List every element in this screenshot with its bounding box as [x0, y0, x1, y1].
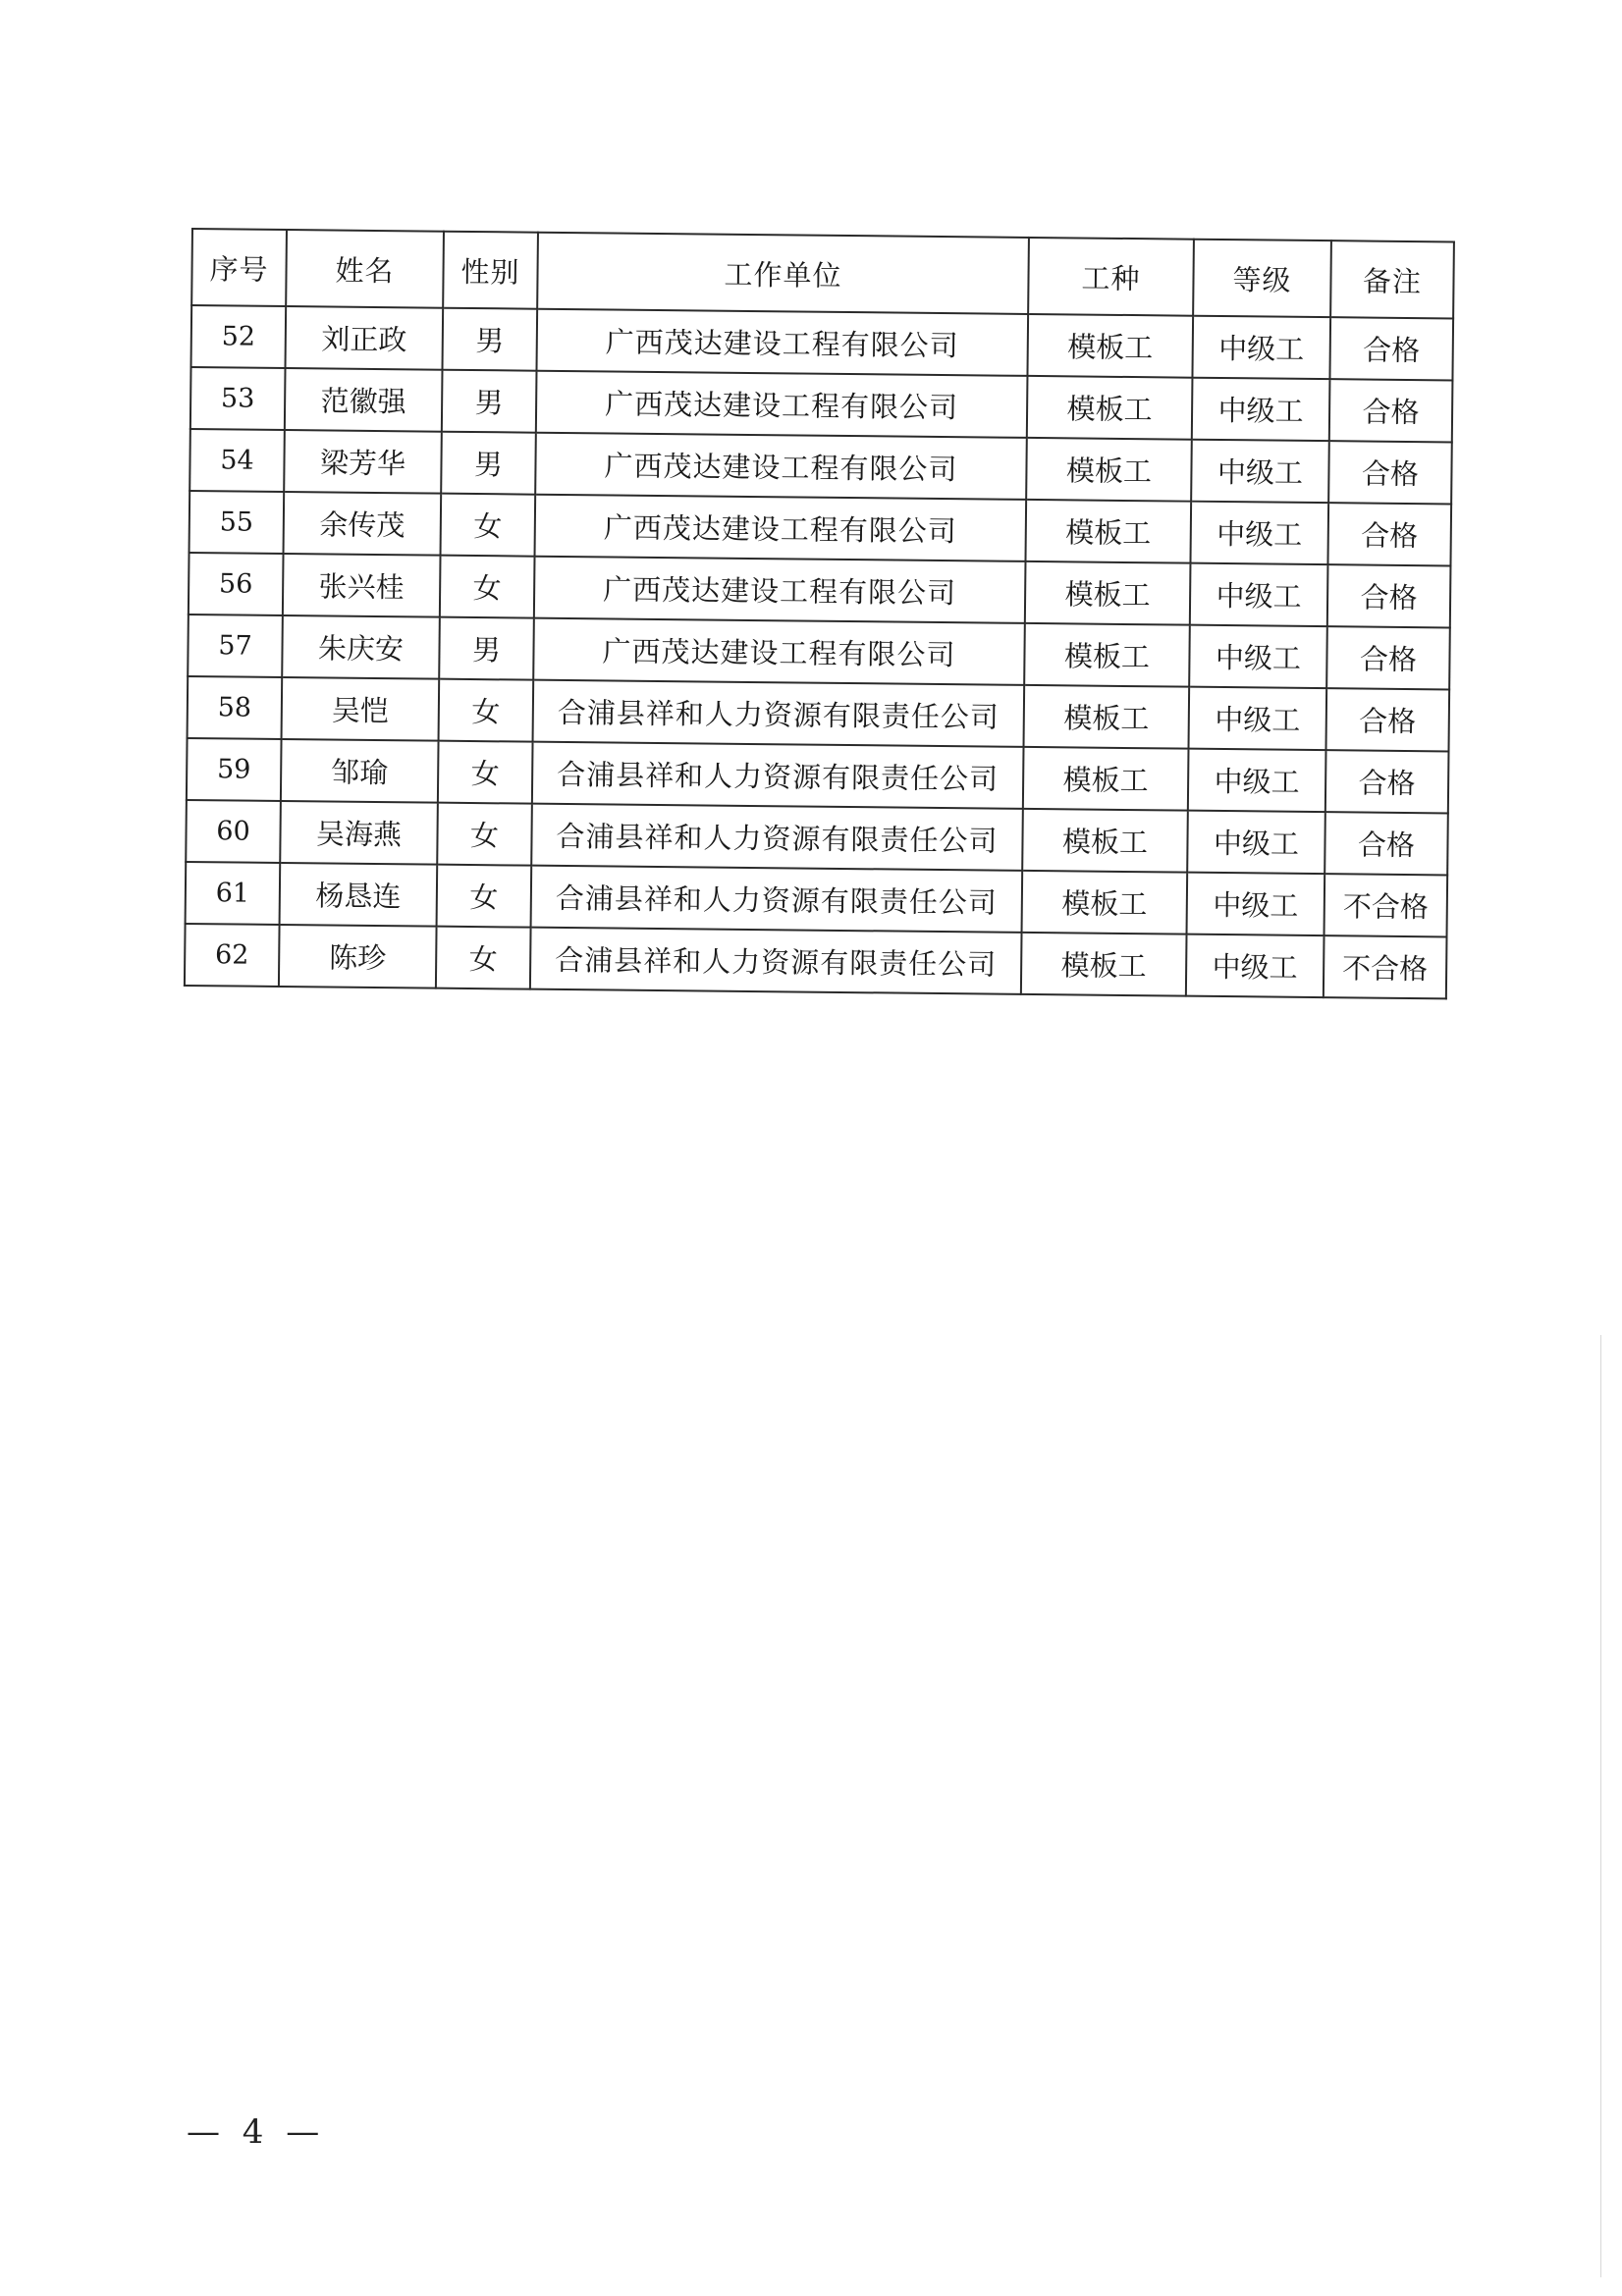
trade-cell: 模板工: [1022, 809, 1188, 873]
header-name: 姓名: [286, 230, 444, 308]
trade-cell: 模板工: [1027, 314, 1193, 378]
name-cell: 余传茂: [284, 492, 442, 556]
serial-number-cell: 60: [186, 800, 281, 863]
name-cell: 范徽强: [285, 368, 443, 432]
remarks-cell: 不合格: [1324, 935, 1447, 998]
work-unit-cell: 广西茂达建设工程有限公司: [535, 433, 1027, 500]
level-cell: 中级工: [1188, 687, 1326, 750]
level-cell: 中级工: [1188, 749, 1326, 812]
remarks-cell: 合格: [1329, 317, 1453, 380]
table-row: [185, 924, 1447, 998]
work-unit-cell: 合浦县祥和人力资源有限责任公司: [530, 928, 1022, 994]
name-cell: 朱庆安: [282, 615, 440, 679]
trade-cell: 模板工: [1027, 376, 1193, 440]
page-number: — 4 —: [187, 2112, 326, 2152]
gender-cell: 女: [437, 865, 532, 928]
level-cell: 中级工: [1192, 316, 1330, 379]
serial-number-cell: 53: [190, 367, 286, 430]
work-unit-cell: 广西茂达建设工程有限公司: [535, 495, 1027, 561]
header-remarks: 备注: [1330, 240, 1454, 318]
gender-cell: 女: [436, 927, 531, 989]
name-cell: 梁芳华: [284, 430, 442, 494]
trade-cell: 模板工: [1021, 933, 1187, 996]
trade-cell: 模板工: [1025, 561, 1191, 625]
name-cell: 陈珍: [279, 925, 437, 988]
remarks-cell: 合格: [1329, 379, 1453, 442]
level-cell: 中级工: [1186, 934, 1325, 997]
work-unit-cell: 合浦县祥和人力资源有限责任公司: [533, 680, 1025, 747]
remarks-cell: 合格: [1325, 750, 1449, 813]
table-body: [185, 305, 1453, 998]
header-trade: 工种: [1028, 238, 1194, 316]
header-work-unit: 工作单位: [537, 233, 1029, 314]
trade-cell: 模板工: [1026, 438, 1192, 502]
serial-number-cell: 55: [189, 491, 285, 554]
trade-cell: 模板工: [1024, 685, 1190, 749]
level-cell: 中级工: [1187, 811, 1325, 874]
roster-table-container: [184, 228, 1453, 999]
serial-number-cell: 62: [185, 924, 280, 987]
work-unit-cell: 广西茂达建设工程有限公司: [533, 618, 1025, 685]
serial-number-cell: 58: [188, 676, 283, 739]
level-cell: 中级工: [1192, 378, 1330, 441]
trade-cell: 模板工: [1022, 871, 1188, 934]
serial-number-cell: 52: [191, 305, 287, 368]
name-cell: 邹瑜: [281, 739, 439, 803]
work-unit-cell: 合浦县祥和人力资源有限责任公司: [531, 866, 1023, 933]
gender-cell: 男: [442, 370, 537, 433]
work-unit-cell: 合浦县祥和人力资源有限责任公司: [531, 804, 1023, 871]
remarks-cell: 合格: [1327, 503, 1451, 565]
level-cell: 中级工: [1187, 873, 1325, 935]
serial-number-cell: 57: [188, 614, 283, 677]
remarks-cell: 合格: [1328, 441, 1452, 504]
level-cell: 中级工: [1191, 440, 1329, 503]
gender-cell: 男: [439, 617, 534, 680]
level-cell: 中级工: [1189, 625, 1327, 688]
gender-cell: 男: [441, 432, 536, 495]
name-cell: 吴海燕: [280, 801, 438, 865]
gender-cell: 女: [439, 679, 534, 742]
work-unit-cell: 合浦县祥和人力资源有限责任公司: [532, 742, 1024, 809]
gender-cell: 女: [440, 556, 535, 618]
work-unit-cell: 广西茂达建设工程有限公司: [536, 371, 1028, 438]
trade-cell: 模板工: [1024, 623, 1190, 687]
remarks-cell: 合格: [1327, 564, 1451, 627]
roster-table: [184, 228, 1455, 999]
serial-number-cell: 54: [189, 429, 285, 492]
name-cell: 刘正政: [286, 306, 444, 370]
serial-number-cell: 59: [187, 738, 282, 801]
name-cell: 张兴桂: [283, 554, 441, 617]
remarks-cell: 合格: [1325, 688, 1449, 751]
header-level: 等级: [1193, 240, 1331, 317]
gender-cell: 男: [442, 308, 537, 371]
header-gender: 性别: [443, 232, 538, 309]
page-edge-line: [1600, 1335, 1601, 2277]
serial-number-cell: 56: [189, 553, 284, 615]
trade-cell: 模板工: [1025, 500, 1191, 563]
gender-cell: 女: [437, 803, 532, 866]
name-cell: 杨恳连: [280, 863, 438, 927]
gender-cell: 女: [438, 741, 533, 804]
remarks-cell: 合格: [1325, 812, 1448, 875]
header-serial-number: 序号: [191, 229, 287, 306]
name-cell: 吴恺: [282, 677, 440, 741]
work-unit-cell: 广西茂达建设工程有限公司: [534, 557, 1026, 623]
remarks-cell: 不合格: [1325, 874, 1448, 936]
remarks-cell: 合格: [1326, 626, 1450, 689]
level-cell: 中级工: [1190, 563, 1328, 626]
serial-number-cell: 61: [186, 862, 281, 925]
table-header-row: [191, 229, 1454, 318]
gender-cell: 女: [441, 494, 536, 557]
work-unit-cell: 广西茂达建设工程有限公司: [536, 309, 1028, 376]
level-cell: 中级工: [1190, 502, 1328, 564]
trade-cell: 模板工: [1023, 747, 1189, 811]
